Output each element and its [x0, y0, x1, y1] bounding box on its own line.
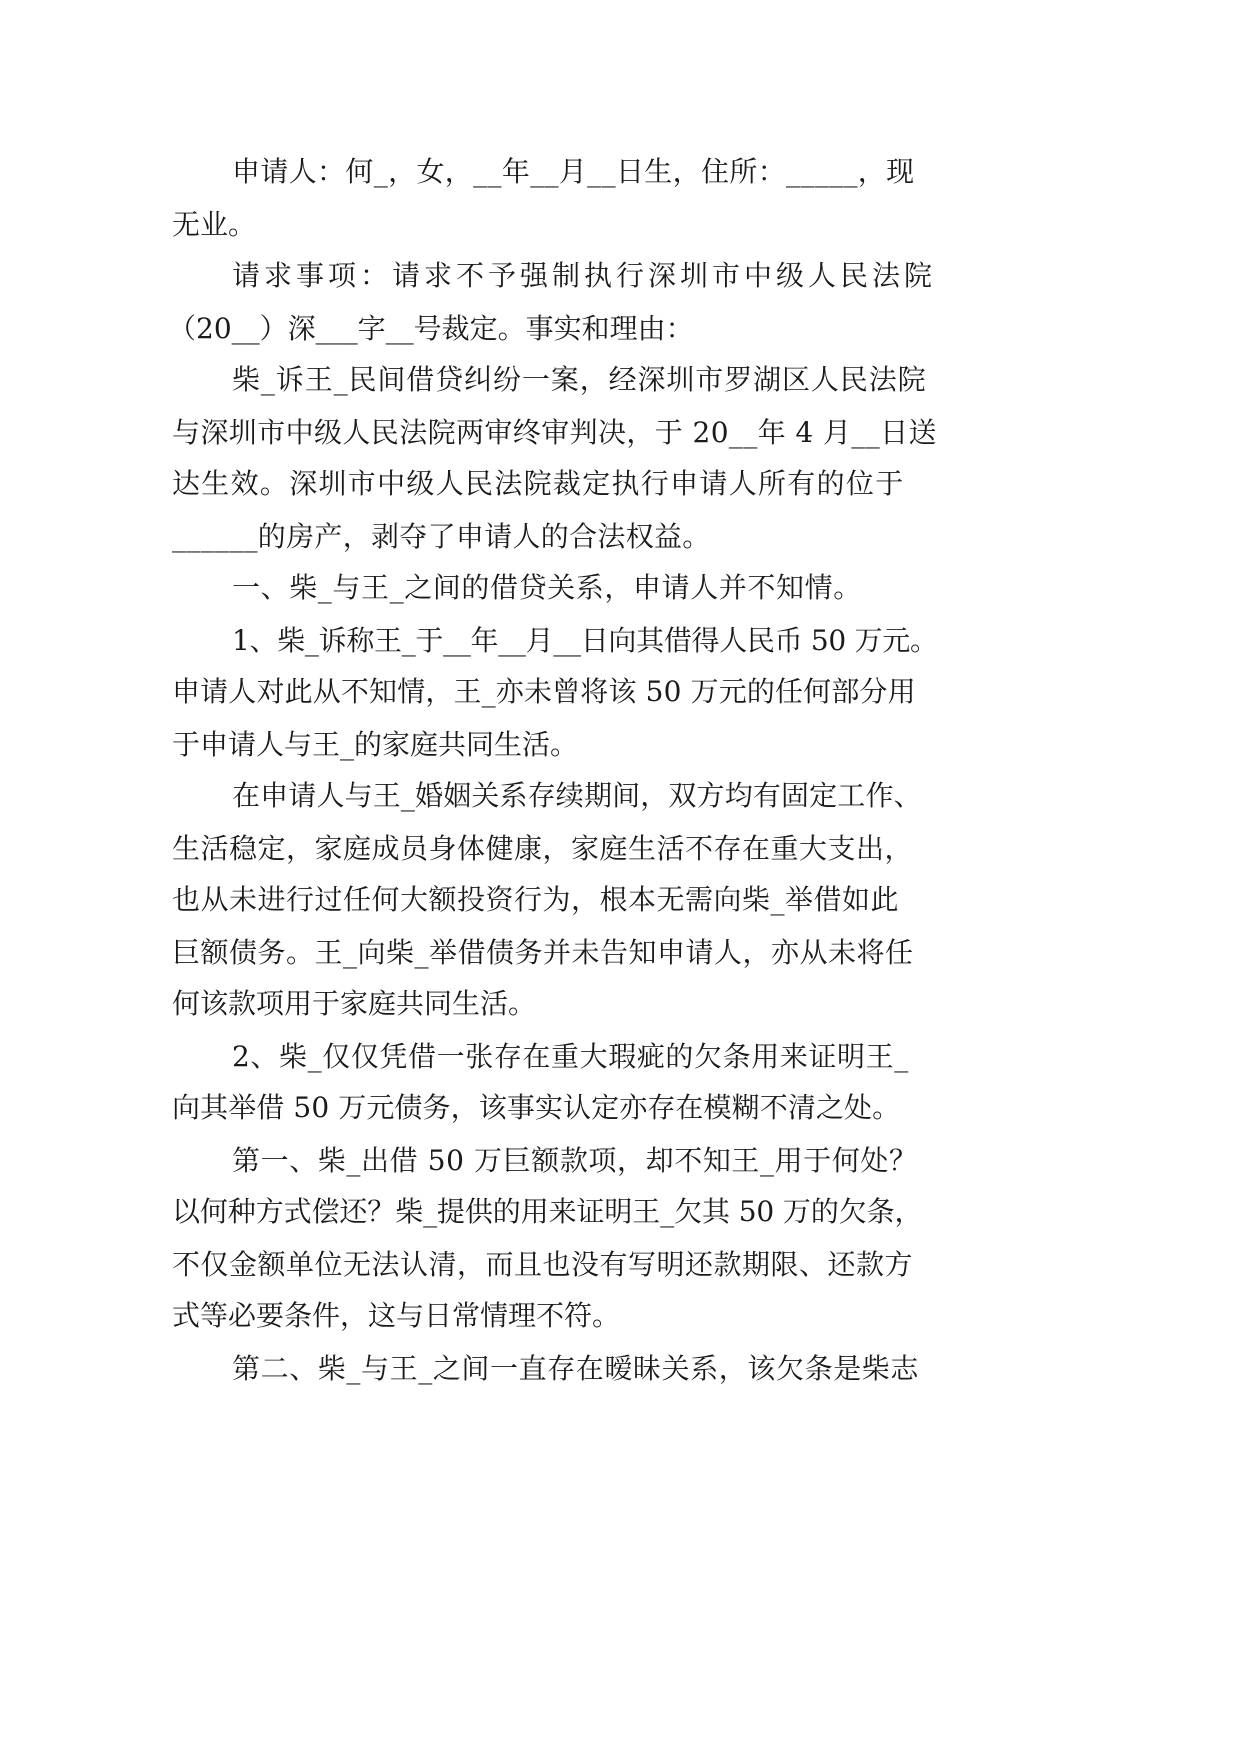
text-line: 1、柴_诉称王_于__年__月__日向其借得人民币 50 万元。 [232, 624, 938, 657]
text-line: 2、柴_仅仅凭借一张存在重大瑕疵的欠条用来证明王_ [232, 1040, 909, 1073]
text-line: 申请人：何_，女，__年__月__日生，住所：_____，现 [232, 155, 915, 188]
text-line: 式等必要条件，这与日常情理不符。 [172, 1299, 621, 1332]
text-line: 生活稳定，家庭成员身体健康，家庭生活不存在重大支出， [172, 832, 914, 865]
text-line: 在申请人与王_婚姻关系存续期间，双方均有固定工作、 [232, 779, 922, 812]
text-line: 柴_诉王_民间借贷纠纷一案，经深圳市罗湖区人民法院 [232, 363, 927, 396]
text-line: 一、柴_与王_之间的借贷关系，申请人并不知情。 [232, 571, 862, 604]
text-line: 以何种方式偿还？柴_提供的用来证明王_欠其 50 万的欠条， [172, 1195, 923, 1228]
text-line: 也从未进行过任何大额投资行为，根本无需向柴_举借如此 [172, 883, 900, 916]
text-line: 申请人对此从不知情，王_亦未曾将该 50 万元的任何部分用 [172, 675, 916, 708]
text-line: 无业。 [172, 208, 257, 241]
text-line: 请求事项：请求不予强制执行深圳市中级人民法院 [232, 259, 937, 292]
text-line: （20__）深___字__号裁定。事实和理由： [168, 312, 694, 345]
text-line: 与深圳市中级人民法院两审终审判决，于 20__年 4 月__日送 [172, 416, 937, 449]
text-line: 不仅金额单位无法认清，而且也没有写明还款期限、还款方 [172, 1248, 914, 1281]
text-line: 于申请人与王_的家庭共同生活。 [172, 728, 579, 761]
text-line: 第二、柴_与王_之间一直存在暧昧关系，该欠条是柴志 [232, 1352, 920, 1385]
text-line: 达生效。深圳市中级人民法院裁定执行申请人所有的位于 [172, 467, 905, 500]
text-line: 何该款项用于家庭共同生活。 [172, 987, 537, 1020]
text-line: ______的房产，剥夺了申请人的合法权益。 [172, 520, 711, 553]
text-line: 向其举借 50 万元债务，该事实认定亦存在模糊不清之处。 [172, 1091, 901, 1124]
text-line: 巨额债务。王_向柴_举借债务并未告知申请人，亦从未将任 [172, 936, 914, 969]
text-line: 第一、柴_出借 50 万巨额款项，却不知王_用于何处？ [232, 1144, 918, 1177]
